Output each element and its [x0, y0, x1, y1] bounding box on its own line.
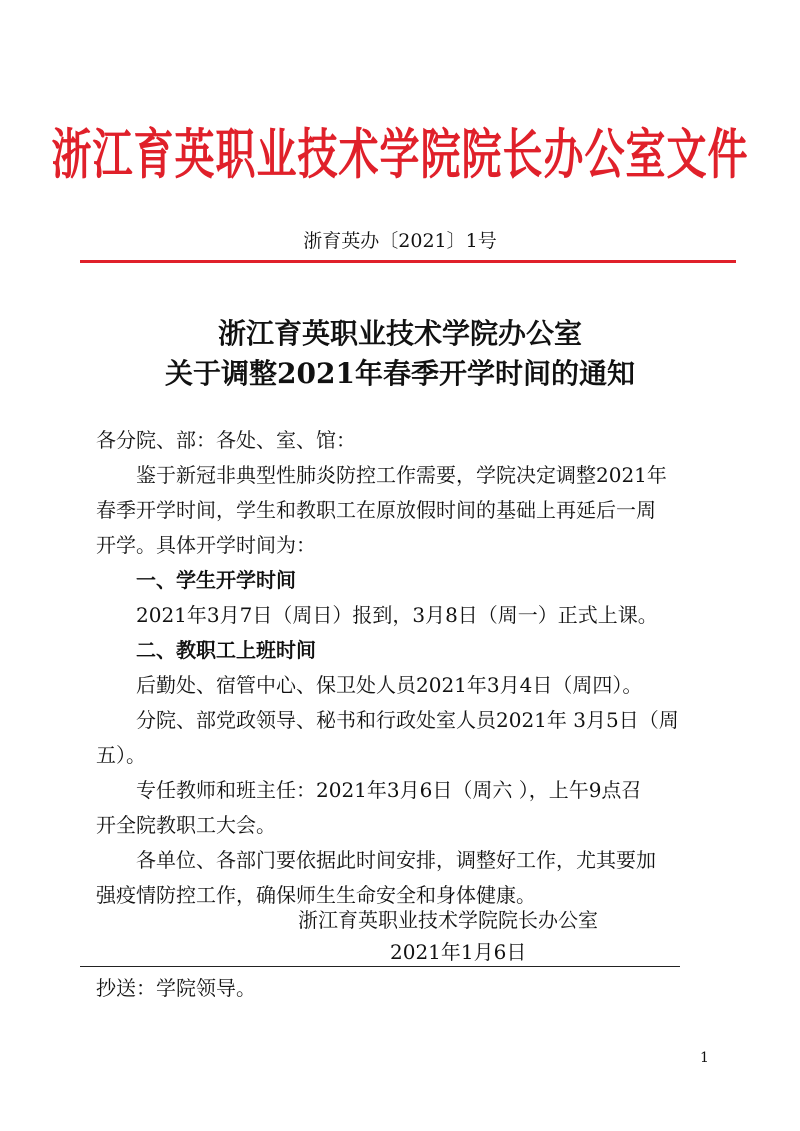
section-2-heading: 二、教职工上班时间 [136, 638, 316, 662]
footer-divider-line [80, 966, 680, 967]
red-divider-line [80, 260, 736, 263]
page-number: 1 [700, 1050, 709, 1066]
section-2-line-2a: 分院、部党政领导、秘书和行政处室人员2021年 3月5日（周 [136, 708, 679, 732]
salutation: 各分院、部：各处、室、馆： [96, 428, 356, 452]
section-2-line-1: 后勤处、宿管中心、保卫处人员2021年3月4日（周四）。 [136, 673, 643, 697]
notice-title-line1: 浙江育英职业技术学院办公室 [217, 317, 582, 350]
closing-line-1: 各单位、各部门要依据此时间安排，调整好工作，尤其要加 [136, 848, 656, 872]
paragraph-1-line-3: 开学。具体开学时间为： [96, 533, 316, 557]
notice-title-line2: 关于调整2021年春季开学时间的通知 [165, 357, 635, 390]
paragraph-1-line-1: 鉴于新冠非典型性肺炎防控工作需要，学院决定调整2021年 [136, 463, 667, 487]
section-2-line-3b: 开全院教职工大会。 [96, 813, 276, 837]
section-2-line-2b: 五）。 [96, 743, 146, 767]
section-2-line-3a: 专任教师和班主任：2021年3月6日（周六 ），上午9点召 [136, 778, 642, 802]
signature-office: 浙江育英职业技术学院院长办公室 [298, 908, 598, 932]
section-1-heading: 一、学生开学时间 [136, 568, 296, 592]
closing-line-2: 强疫情防控工作，确保师生生命安全和身体健康。 [96, 883, 536, 907]
document-number: 浙育英办〔2021〕1号 [303, 230, 497, 252]
signature-date: 2021年1月6日 [390, 940, 527, 964]
red-header-title: 浙江育英职业技术学院院长办公室文件 [51, 124, 749, 187]
section-1-text: 2021年3月7日（周日）报到，3月8日（周一）正式上课。 [136, 603, 658, 627]
cc-line: 抄送：学院领导。 [96, 976, 256, 1000]
paragraph-1-line-2: 春季开学时间，学生和教职工在原放假时间的基础上再延后一周 [96, 498, 656, 522]
